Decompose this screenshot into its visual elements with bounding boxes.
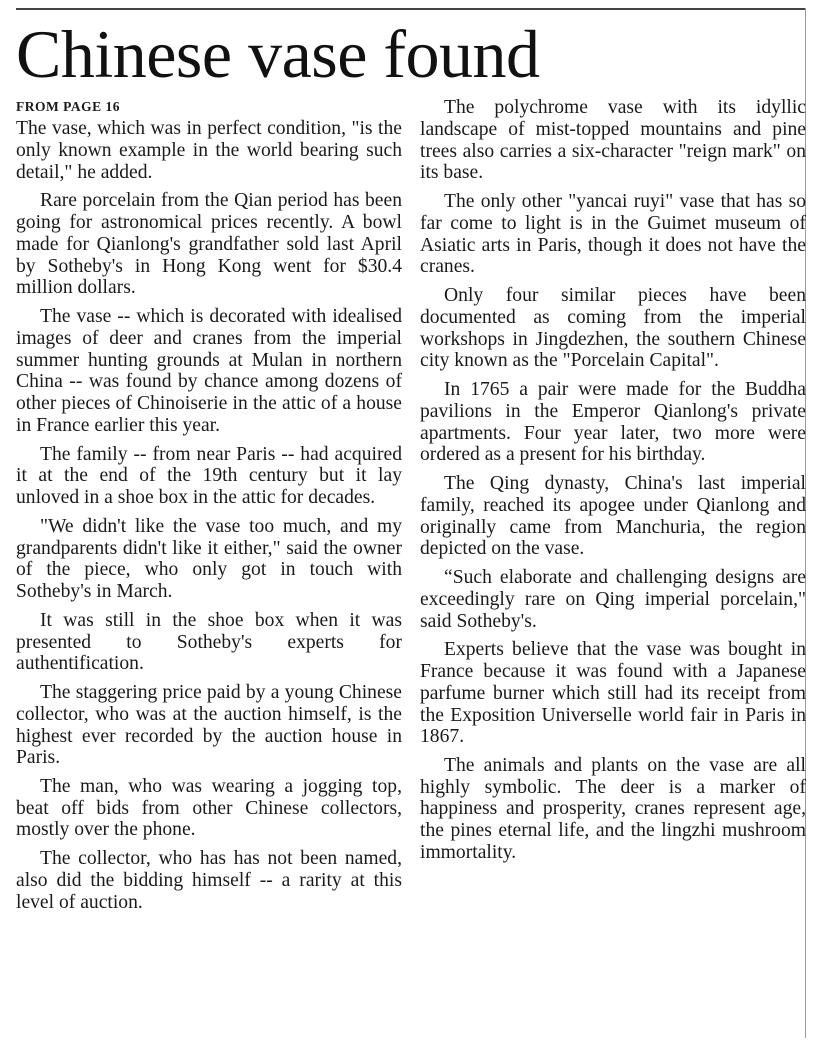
article-body [16,97,806,920]
paragraph: In 1765 a pair were made for the Buddha pavilions in the Emperor Qianlong's private apartments. Four year later, two more were ordered as a present for his birthday. [420,378,806,466]
paragraph: Rare porcelain from the Qian period has been going for astronomical prices recently. A bowl made for Qianlong's grandfather sold last April by Sotheby's in Hong Kong went for $30.4 million dollars. [16,190,402,299]
paragraph: "We didn't like the vase too much, and my grandparents didn't like it either," said the owner of the piece, who only got in touch with Sotheby's in March. [16,515,402,603]
paragraph: The collector, who has has not been named, also did the bidding himself -- a rarity at this level of auction. [16,848,402,913]
paragraph: The family -- from near Paris -- had acquired it at the end of the 19th century but it lay unloved in a shoe box in the attic for decades. [16,443,402,509]
column-right [420,97,806,920]
paragraph: The vase, which was in perfect condition, "is the only known example in the world bearing such detail," he added. [16,118,402,183]
paragraph: It was still in the shoe box when it was presented to Sotheby's experts for authentification. [16,609,402,675]
paragraph: The Qing dynasty, China's last imperial family, reached its apogee under Qianlong and originally came from Manchuria, the region depicted on the vase. [420,472,806,560]
paragraph: The polychrome vase with its idyllic landscape of mist-topped mountains and pine trees also carries a six-character "reign mark" on its base. [420,97,806,184]
jump-line: FROM PAGE 16 [16,99,120,114]
paragraph: The vase -- which is decorated with idealised images of deer and cranes from the imperial summer hunting grounds at Mulan in northern China -- was found by chance among dozens of other pieces of Chinoiserie in the attic of a house in France earlier this year. [16,305,402,436]
top-rule [16,8,806,10]
paragraph: The man, who was wearing a jogging top, beat off bids from other Chinese collectors, mostly over the phone. [16,775,402,841]
paragraph: Experts believe that the vase was bought in France because it was found with a Japanese parfume burner which still had its receipt from the Exposition Universelle world fair in Paris in 1867. [420,639,806,748]
paragraph: “Such elaborate and challenging designs are exceedingly rare on Qing imperial porcelain," said Sotheby's. [420,566,806,632]
paragraph: Only four similar pieces have been documented as coming from the imperial workshops in Jingdezhen, the southern Chinese city known as the "Porcelain Capital". [420,284,806,372]
headline: Chinese vase found [16,16,540,92]
paragraph: The staggering price paid by a young Chinese collector, who was at the auction himself, is the highest ever recorded by the auction house in Paris. [16,681,402,769]
paragraph: The only other "yancai ruyi" vase that has so far come to light is in the Guimet museum of Asiatic arts in Paris, though it does not have the cranes. [420,190,806,278]
paragraph: The animals and plants on the vase are all highly symbolic. The deer is a marker of happiness and prosperity, cranes represent age, the pines eternal life, and the lingzhi mushroom immortality. [420,754,806,864]
column-left [16,97,402,920]
